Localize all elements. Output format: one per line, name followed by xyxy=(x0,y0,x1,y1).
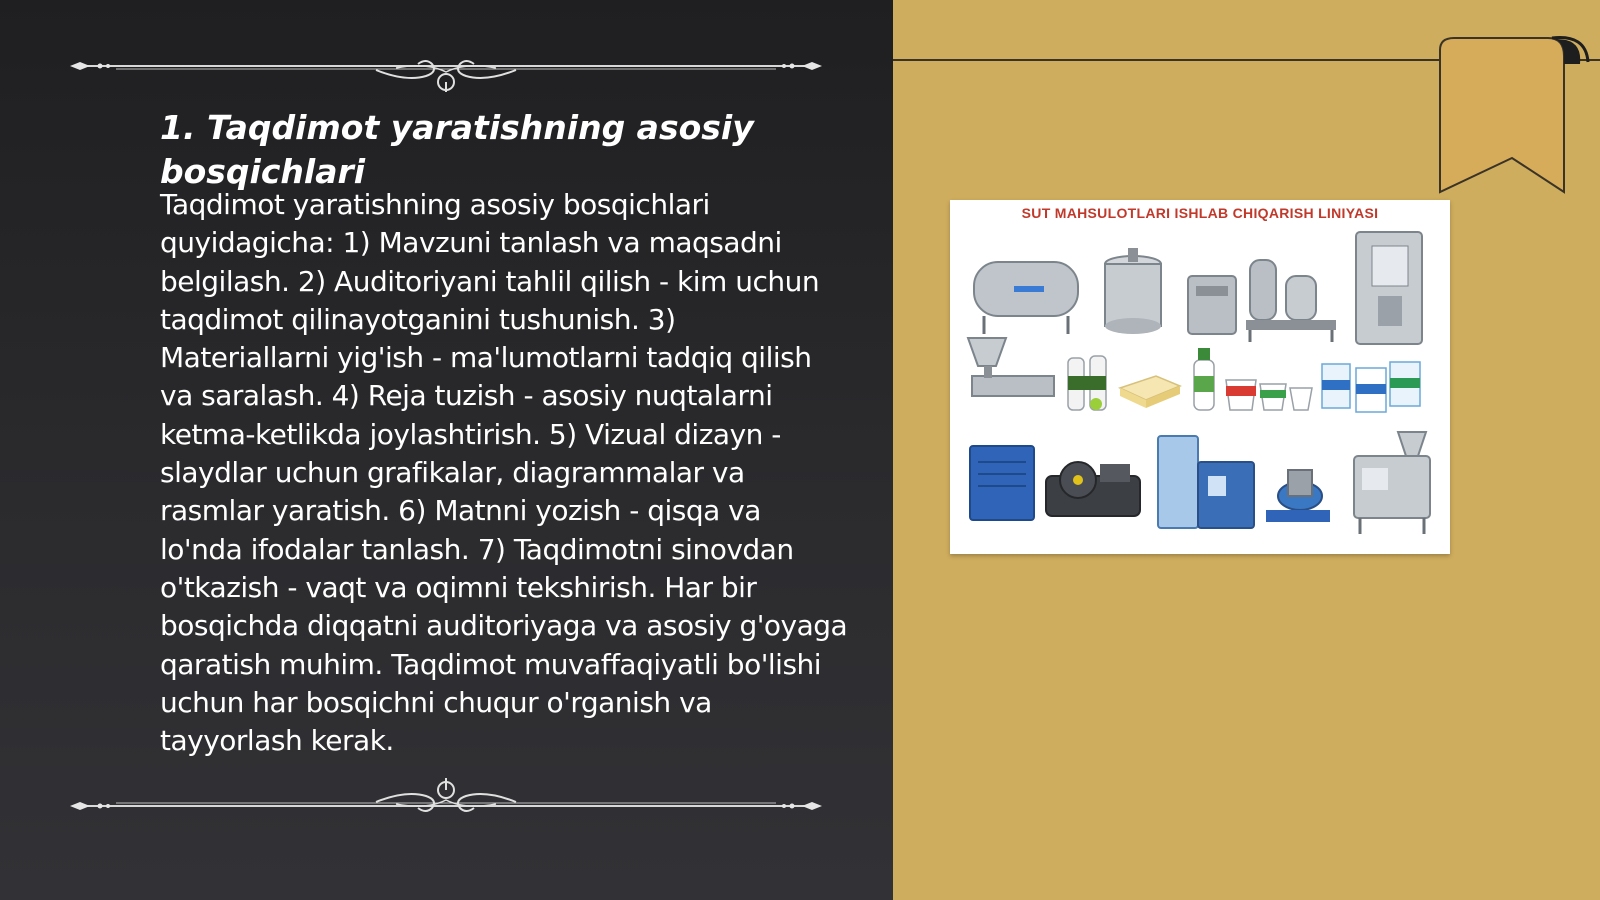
slide-body-text: Taqdimot yaratishning asosiy bosqichlari quyidagicha: 1) Mavzuni tanlash va maqsadni belgilash. 2) Auditoriyani tahlil qilish - kim uchun taqdimot qilinayotganini tushunish. 3) Materiallarni yig'ish - ma'lumotlarni tadqiq qilish va saralash. 4) Reja tuzish - asosiy nuqtalarni ketma-ketlikda joylashtirish. 5) Vizual dizayn - slaydlar uchun grafikalar, diagrammalar va rasmlar yaratish. 6) Matnni yozish - qisqa va lo'nda ifodalar tanlash. 7) Taqdimotni sinovdan o'tkazish - vaqt va oqimni tekshirish. Har bir bosqichda diqqatni auditoriyaga va asosiy g'oyaga qaratish muhim. Taqdimot muvaffaqiyatli bo'lishi uchun har bosqichni chuqur o'rganish va tayyorlash kerak. xyxy=(160,188,848,758)
homogenizer-icon xyxy=(1188,276,1236,334)
packaging-machine-icon xyxy=(1356,232,1422,344)
filling-machine-icon xyxy=(968,338,1054,396)
bookmark-ribbon-icon xyxy=(1430,34,1590,200)
ornament-divider-bottom xyxy=(66,770,826,820)
centrifuge-icon xyxy=(1266,470,1330,522)
milk-bottles-icon xyxy=(1068,356,1106,410)
cup-sealing-machine-icon xyxy=(1354,432,1430,534)
image-caption: SUT MAHSULOTLARI ISHLAB CHIQARISH LINIYASI xyxy=(1021,205,1379,221)
separator-unit-icon xyxy=(1246,260,1336,342)
slide-title: 1. Taqdimot yaratishning asosiy bosqichlari xyxy=(160,108,754,191)
dairy-production-line-image xyxy=(950,200,1450,554)
dairy-equipment-illustration xyxy=(950,200,1450,554)
compressor-icon xyxy=(1046,462,1140,516)
pasteurizer-tank-icon xyxy=(1105,248,1161,334)
ornament-divider-top xyxy=(66,42,826,92)
milk-cartons-icon xyxy=(1322,362,1420,412)
kefir-bottle-icon xyxy=(1194,348,1214,410)
milk-cooling-tank-icon xyxy=(974,262,1078,334)
chiller-unit-icon xyxy=(970,446,1034,520)
cheese-block-icon xyxy=(1120,376,1180,408)
yogurt-cups-icon xyxy=(1226,380,1312,410)
bottle-blowing-machine-icon xyxy=(1158,436,1254,528)
